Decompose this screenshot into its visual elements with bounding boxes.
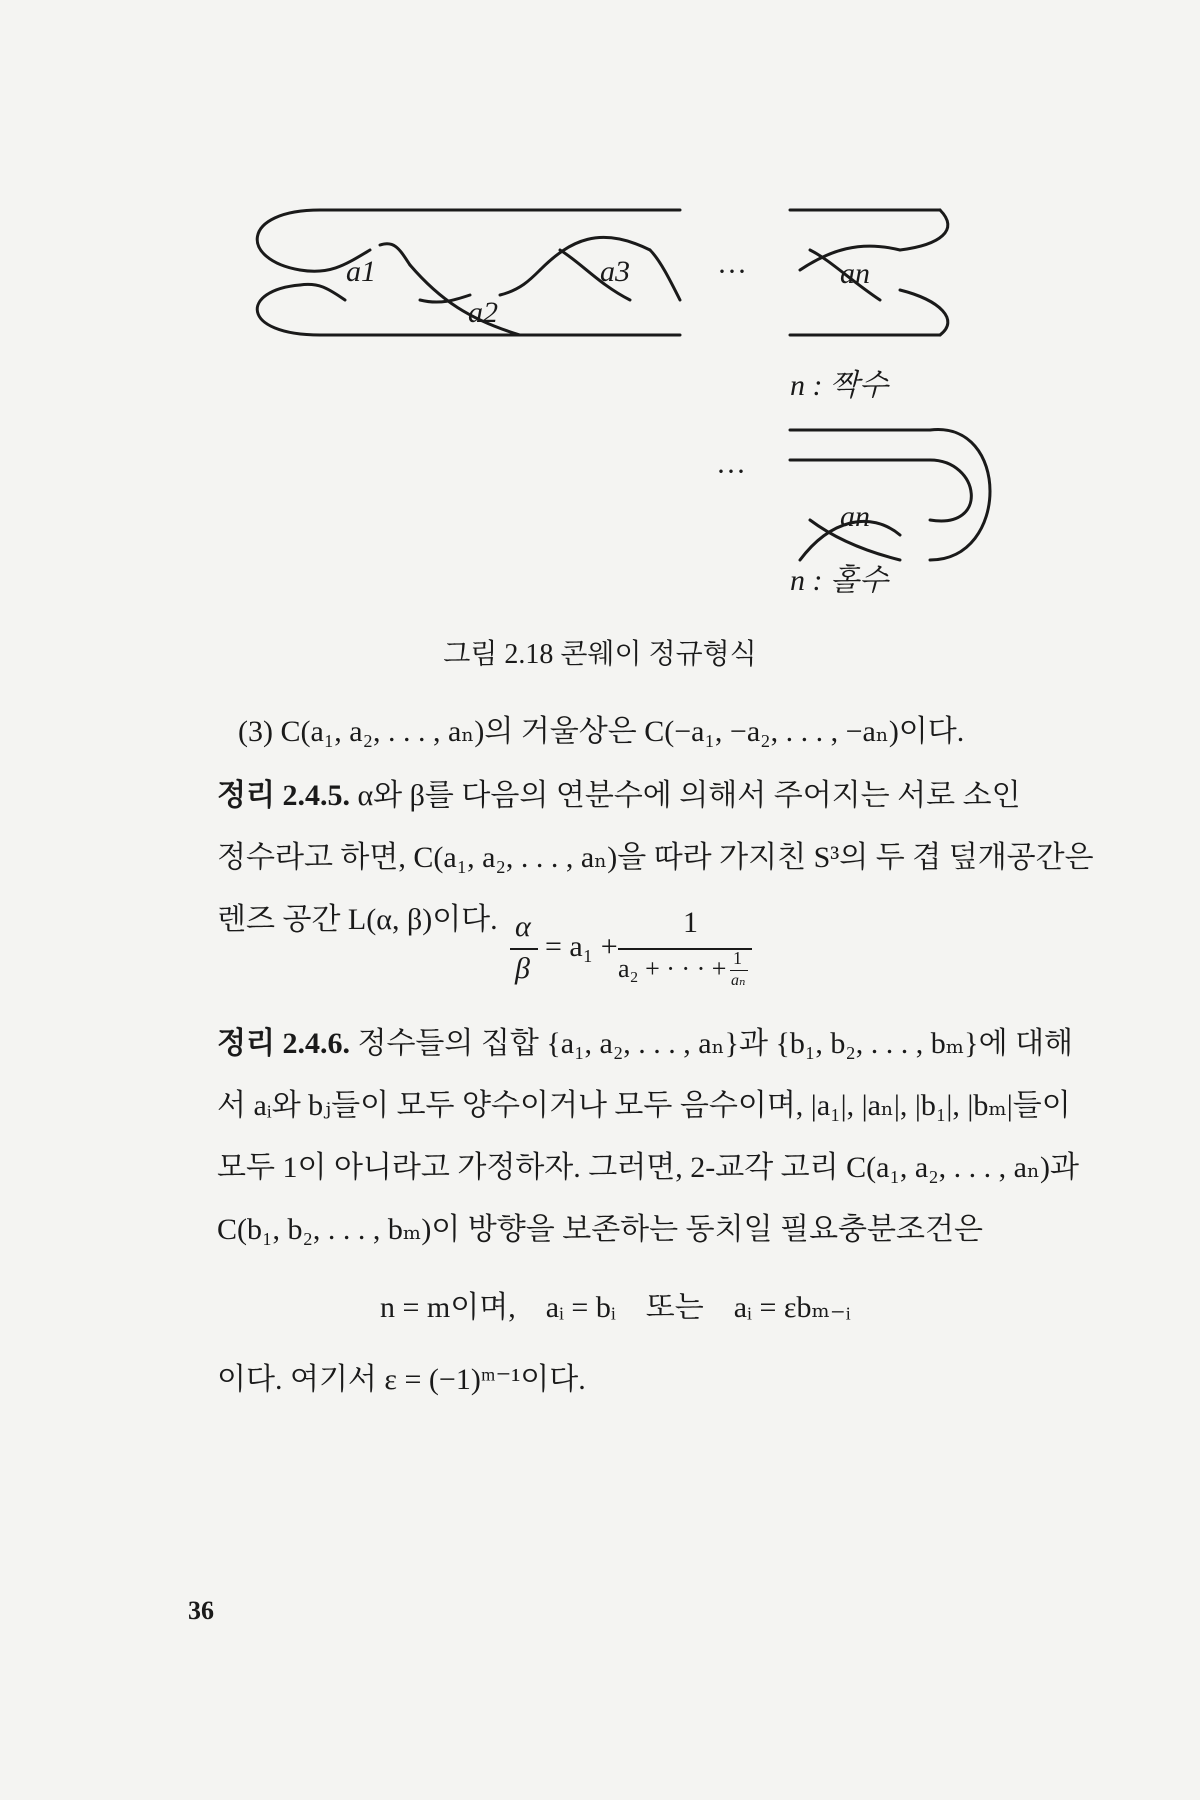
cf-alpha: α <box>515 910 531 943</box>
theorem-2-4-6-line-4: C(b₁, b₂, . . . , bₘ)이 방향을 보존하는 동치일 필요충분조건은 <box>217 1213 983 1246</box>
cf-bar-main <box>618 948 752 950</box>
knot-odd-loop <box>930 429 990 560</box>
condition-display: n = m이며, aᵢ = bᵢ 또는 aᵢ = εbₘ₋ᵢ <box>380 1291 851 1324</box>
theorem-2-4-5-line-3: 렌즈 공간 L(α, β)이다. <box>217 903 498 936</box>
final-line: 이다. 여기서 ε = (−1)ᵐ⁻¹이다. <box>217 1363 586 1396</box>
theorem-2-4-6-line-1 <box>217 1018 1087 1062</box>
knot-left-cap-upper <box>257 210 320 270</box>
label-a2: a2 <box>468 296 498 329</box>
theorem-2-4-5-line-1 <box>217 770 1087 814</box>
theorem-2-4-6-line-3: 모두 1이 아니라고 가정하자. 그러면, 2-교각 고리 C(a₁, a₂, . . . , aₙ)과 <box>217 1151 1079 1184</box>
cf-beta: β <box>515 952 530 985</box>
conway-normal-form-figure <box>0 0 1200 640</box>
figure-caption: 그림 2.18 콘웨이 정규형식 <box>443 639 757 670</box>
dots-bottom: ··· <box>716 455 746 488</box>
label-an-bottom: an <box>840 500 870 533</box>
cf-inner-one: 1 <box>733 948 742 968</box>
label-a3: a3 <box>600 255 630 288</box>
cf-inner-an: aₙ <box>731 972 746 989</box>
cf-one: 1 <box>683 906 698 939</box>
page-number: 36 <box>188 1596 214 1625</box>
crossing-a3-over <box>540 237 650 270</box>
label-odd: n : 홀수 <box>790 564 888 597</box>
crossing-a1-under <box>300 284 345 300</box>
theorem-2-4-5-title: 정리 2.4.5. <box>217 779 350 812</box>
label-even: n : 짝수 <box>790 369 888 402</box>
knot-odd-inner-loop <box>930 460 971 521</box>
dots-top: ··· <box>717 255 747 288</box>
theorem-2-4-6-title: 정리 2.4.6. <box>217 1027 350 1060</box>
label-a1: a1 <box>346 255 376 288</box>
cf-eq-a1: = a₁ + <box>545 930 618 963</box>
theorem-2-4-5-line-2: 정수라고 하면, C(a₁, a₂, . . . , aₙ)을 따라 가지친 S³의 두 겹 덮개공간은 <box>217 841 1094 874</box>
theorem-2-4-6-text-1: 정수들의 집합 {a₁, a₂, . . . , aₙ}과 {b₁, b₂, . . . , bₘ}에 대해 <box>357 1027 1074 1060</box>
knot-left-cap-lower <box>257 285 320 335</box>
cf-den: a₂ + · · · + <box>618 954 727 983</box>
theorem-2-4-5-text-1: α와 β를 다음의 연분수에 의해서 주어지는 서로 소인 <box>357 779 1021 812</box>
item-3-text: (3) C(a₁, a₂, . . . , aₙ)의 거울상은 C(−a₁, −a₂, . . . , −aₙ)이다. <box>238 715 965 748</box>
label-an-top: an <box>840 257 870 290</box>
cf-bar-left <box>510 948 538 950</box>
theorem-2-4-6-line-2: 서 aᵢ와 bⱼ들이 모두 양수이거나 모두 음수이며, |a₁|, |aₙ|, |b₁|, |bₘ|들이 <box>217 1089 1071 1122</box>
